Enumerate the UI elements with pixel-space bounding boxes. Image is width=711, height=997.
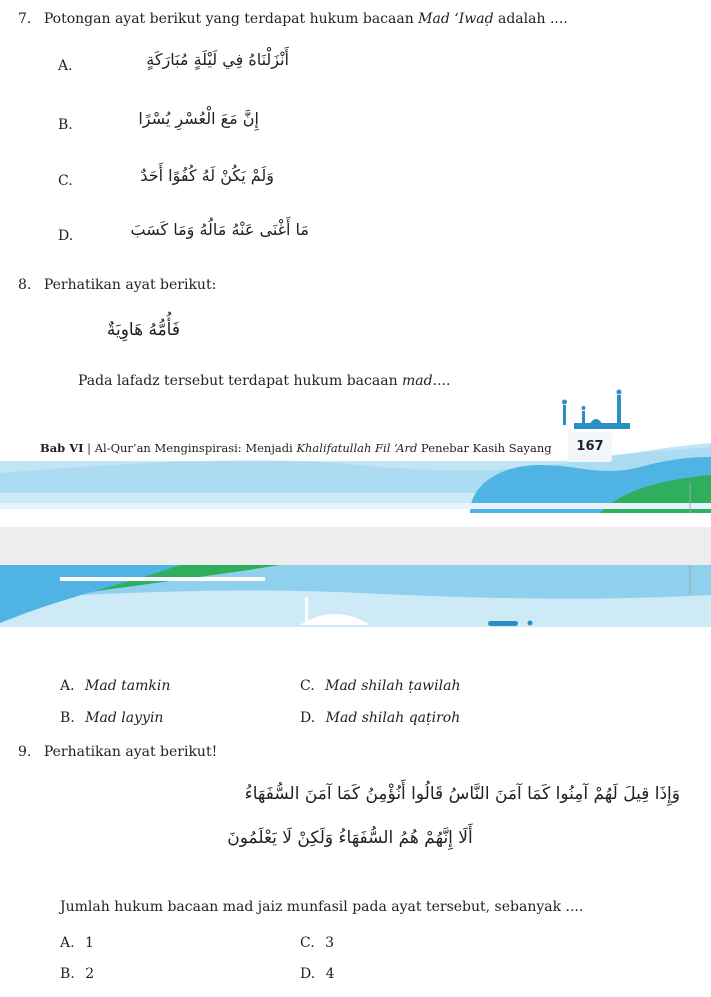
q9-option-a[interactable]: A. 1 bbox=[60, 935, 94, 951]
q9-option-c[interactable]: C. 3 bbox=[300, 935, 335, 951]
q7-option-a-arabic: أَنْزَلْنَاهُ فِي لَيْلَةٍ مُبَارَكَةٍ bbox=[146, 50, 289, 69]
q8-prompt: 8. Perhatikan ayat berikut: bbox=[18, 277, 217, 293]
page-number-badge: 167 bbox=[568, 432, 612, 462]
q7-option-c-letter[interactable]: C. bbox=[58, 173, 73, 189]
q7-option-a-letter[interactable]: A. bbox=[58, 58, 73, 74]
q9-statement: Jumlah hukum bacaan mad jaiz munfasil pada ayat tersebut, sebanyak .... bbox=[60, 899, 584, 915]
mosque-silhouette-icon bbox=[562, 390, 630, 430]
header-decoration bbox=[0, 565, 711, 635]
q9-arabic-line-2: أَلَا إِنَّهُمْ هُمُ السُّفَهَاءُ وَلَكِنْ لَا يَعْلَمُونَ bbox=[227, 828, 473, 848]
q9-option-d[interactable]: D. 4 bbox=[300, 966, 335, 982]
q9-arabic-line-1: وَإِذَا قِيلَ لَهُمْ آمِنُوا كَمَا آمَنَ النَّاسُ قَالُوا أَنُؤْمِنُ كَمَا آمَنَ السُّفَهَاءُ bbox=[244, 784, 680, 804]
q8-option-b[interactable]: B. Mad layyin bbox=[60, 710, 164, 726]
page-gap bbox=[0, 527, 711, 565]
q8-statement: Pada lafadz tersebut terdapat hukum bacaan mad.... bbox=[78, 373, 451, 389]
q8-option-a[interactable]: A. Mad tamkin bbox=[60, 678, 171, 694]
q8-number: 8. bbox=[18, 277, 32, 293]
footer-chapter: Bab VI bbox=[40, 441, 84, 455]
footer-running-title: Bab VI | Al-Qur’an Menginspirasi: Menjadi Khalifatullah Fil ‘Ard Penebar Kasih Sayang bbox=[40, 441, 552, 455]
q7-option-d-arabic: مَا أَغْنَى عَنْهُ مَالُهُ وَمَا كَسَبَ bbox=[130, 220, 309, 239]
q7-number: 7. bbox=[18, 11, 32, 27]
q7-prompt: 7. Potongan ayat berikut yang terdapat hukum bacaan Mad ‘Iwaḍ adalah .... bbox=[18, 11, 568, 27]
q9-option-b[interactable]: B. 2 bbox=[60, 966, 95, 982]
q7-option-b-letter[interactable]: B. bbox=[58, 117, 73, 133]
q7-option-d-letter[interactable]: D. bbox=[58, 228, 74, 244]
q7-option-c-arabic: وَلَمْ يَكُنْ لَهُ كُفُوًا أَحَدٌ bbox=[140, 166, 274, 185]
q8-option-d[interactable]: D. Mad shilah qaṭiroh bbox=[300, 710, 461, 726]
q8-arabic: فَأُمُّهُ هَاوِيَةٌ bbox=[106, 320, 180, 340]
q9-prompt: 9. Perhatikan ayat berikut! bbox=[18, 744, 218, 760]
q9-number: 9. bbox=[18, 744, 32, 760]
q8-option-c[interactable]: C. Mad shilah ṭawilah bbox=[300, 678, 461, 694]
q7-option-b-arabic: إِنَّ مَعَ الْعُسْرِ يُسْرًا bbox=[138, 109, 259, 128]
